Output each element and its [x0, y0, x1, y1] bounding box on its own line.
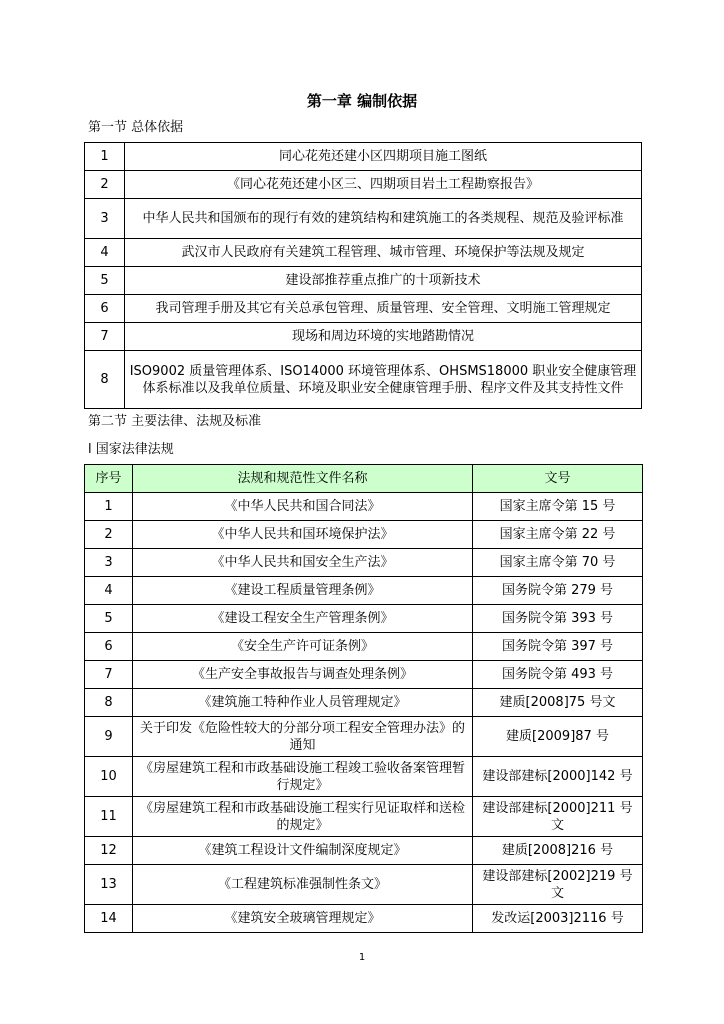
row-doc: 国务院令第 279 号: [473, 577, 643, 605]
row-text: 同心花苑还建小区四期项目施工图纸: [125, 143, 642, 171]
row-name: 《房屋建筑工程和市政基础设施工程竣工验收备案管理暂行规定》: [133, 757, 473, 797]
row-number: 5: [85, 267, 125, 295]
table-row: [85, 865, 643, 905]
row-number: 1: [85, 493, 133, 521]
row-number: 6: [85, 295, 125, 323]
row-number: 7: [85, 323, 125, 351]
row-text: 我司管理手册及其它有关总承包管理、质量管理、安全管理、文明施工管理规定: [125, 295, 642, 323]
row-text: 建设部推荐重点推广的十项新技术: [125, 267, 642, 295]
table-row: [85, 171, 642, 199]
header-name: 法规和规范性文件名称: [133, 465, 473, 493]
row-doc: 国务院令第 393 号: [473, 605, 643, 633]
row-number: 3: [85, 199, 125, 239]
table-row: [85, 199, 642, 239]
row-name: 《建筑工程设计文件编制深度规定》: [133, 837, 473, 865]
row-doc: 国家主席令第 70 号: [473, 549, 643, 577]
table-row: [85, 267, 642, 295]
row-number: 5: [85, 605, 133, 633]
table-row: [85, 757, 643, 797]
table-row: [85, 493, 643, 521]
row-doc: 国家主席令第 15 号: [473, 493, 643, 521]
row-doc: 建设部建标[2000]211 号文: [473, 797, 643, 837]
table-row: [85, 837, 643, 865]
row-name: 《安全生产许可证条例》: [133, 633, 473, 661]
table-row: [85, 661, 643, 689]
row-number: 3: [85, 549, 133, 577]
section2-heading: 第二节 主要法律、法规及标准: [88, 414, 262, 429]
table-row: [85, 577, 643, 605]
row-doc: 国务院令第 493 号: [473, 661, 643, 689]
row-doc: 国务院令第 397 号: [473, 633, 643, 661]
row-name: 关于印发《危险性较大的分部分项工程安全管理办法》的通知: [133, 717, 473, 757]
row-doc: 建质[2008]75 号文: [473, 689, 643, 717]
row-number: 14: [85, 905, 133, 933]
row-number: 4: [85, 239, 125, 267]
row-text: 《同心花苑还建小区三、四期项目岩土工程勘察报告》: [125, 171, 642, 199]
table-row: [85, 605, 643, 633]
row-name: 《建设工程安全生产管理条例》: [133, 605, 473, 633]
table-row: [85, 689, 643, 717]
row-doc: 建设部建标[2002]219 号文: [473, 865, 643, 905]
row-number: 8: [85, 689, 133, 717]
table-row: [85, 905, 643, 933]
row-number: 9: [85, 717, 133, 757]
row-number: 13: [85, 865, 133, 905]
table-row: [85, 521, 643, 549]
table-row: [85, 797, 643, 837]
row-number: 1: [85, 143, 125, 171]
table-row: [85, 549, 643, 577]
table-row: [85, 351, 642, 409]
row-name: 《中华人民共和国环境保护法》: [133, 521, 473, 549]
row-number: 7: [85, 661, 133, 689]
row-text: ISO9002 质量管理体系、ISO14000 环境管理体系、OHSMS18000 职业安全健康管理体系标准以及我单位质量、环境及职业安全健康管理手册、程序文件及其支持性文件: [125, 351, 642, 409]
table-row: [85, 143, 642, 171]
row-name: 《中华人民共和国安全生产法》: [133, 549, 473, 577]
row-doc: 建质[2008]216 号: [473, 837, 643, 865]
row-text: 现场和周边环境的实地踏勘情况: [125, 323, 642, 351]
row-number: 8: [85, 351, 125, 409]
law-table: [84, 464, 643, 933]
table-row: [85, 323, 642, 351]
row-name: 《房屋建筑工程和市政基础设施工程实行见证取样和送检的规定》: [133, 797, 473, 837]
header-no: 序号: [85, 465, 133, 493]
row-number: 11: [85, 797, 133, 837]
row-number: 4: [85, 577, 133, 605]
table-row: [85, 295, 642, 323]
row-number: 2: [85, 171, 125, 199]
row-doc: 建质[2009]87 号: [473, 717, 643, 757]
row-name: 《建筑施工特种作业人员管理规定》: [133, 689, 473, 717]
row-name: 《工程建筑标准强制性条文》: [133, 865, 473, 905]
table-row: [85, 633, 643, 661]
table-row: [85, 239, 642, 267]
table-row: [85, 717, 643, 757]
page-number: 1: [358, 952, 366, 963]
row-text: 中华人民共和国颁布的现行有效的建筑结构和建筑施工的各类规程、规范及验评标准: [125, 199, 642, 239]
header-doc: 文号: [473, 465, 643, 493]
section1-heading: 第一节 总体依据: [88, 120, 184, 135]
basis-table: [84, 142, 642, 409]
row-doc: 发改运[2003]2116 号: [473, 905, 643, 933]
row-name: 《生产安全事故报告与调查处理条例》: [133, 661, 473, 689]
chapter-title: 第一章 编制依据: [306, 92, 418, 110]
row-name: 《建设工程质量管理条例》: [133, 577, 473, 605]
row-number: 12: [85, 837, 133, 865]
row-name: 《中华人民共和国合同法》: [133, 493, 473, 521]
row-number: 6: [85, 633, 133, 661]
row-doc: 国家主席令第 22 号: [473, 521, 643, 549]
row-text: 武汉市人民政府有关建筑工程管理、城市管理、环境保护等法规及规定: [125, 239, 642, 267]
row-doc: 建设部建标[2000]142 号: [473, 757, 643, 797]
row-number: 10: [85, 757, 133, 797]
national-laws-subheading: l 国家法律法规: [88, 442, 174, 457]
row-number: 2: [85, 521, 133, 549]
row-name: 《建筑安全玻璃管理规定》: [133, 905, 473, 933]
table-header-row: [85, 465, 643, 493]
